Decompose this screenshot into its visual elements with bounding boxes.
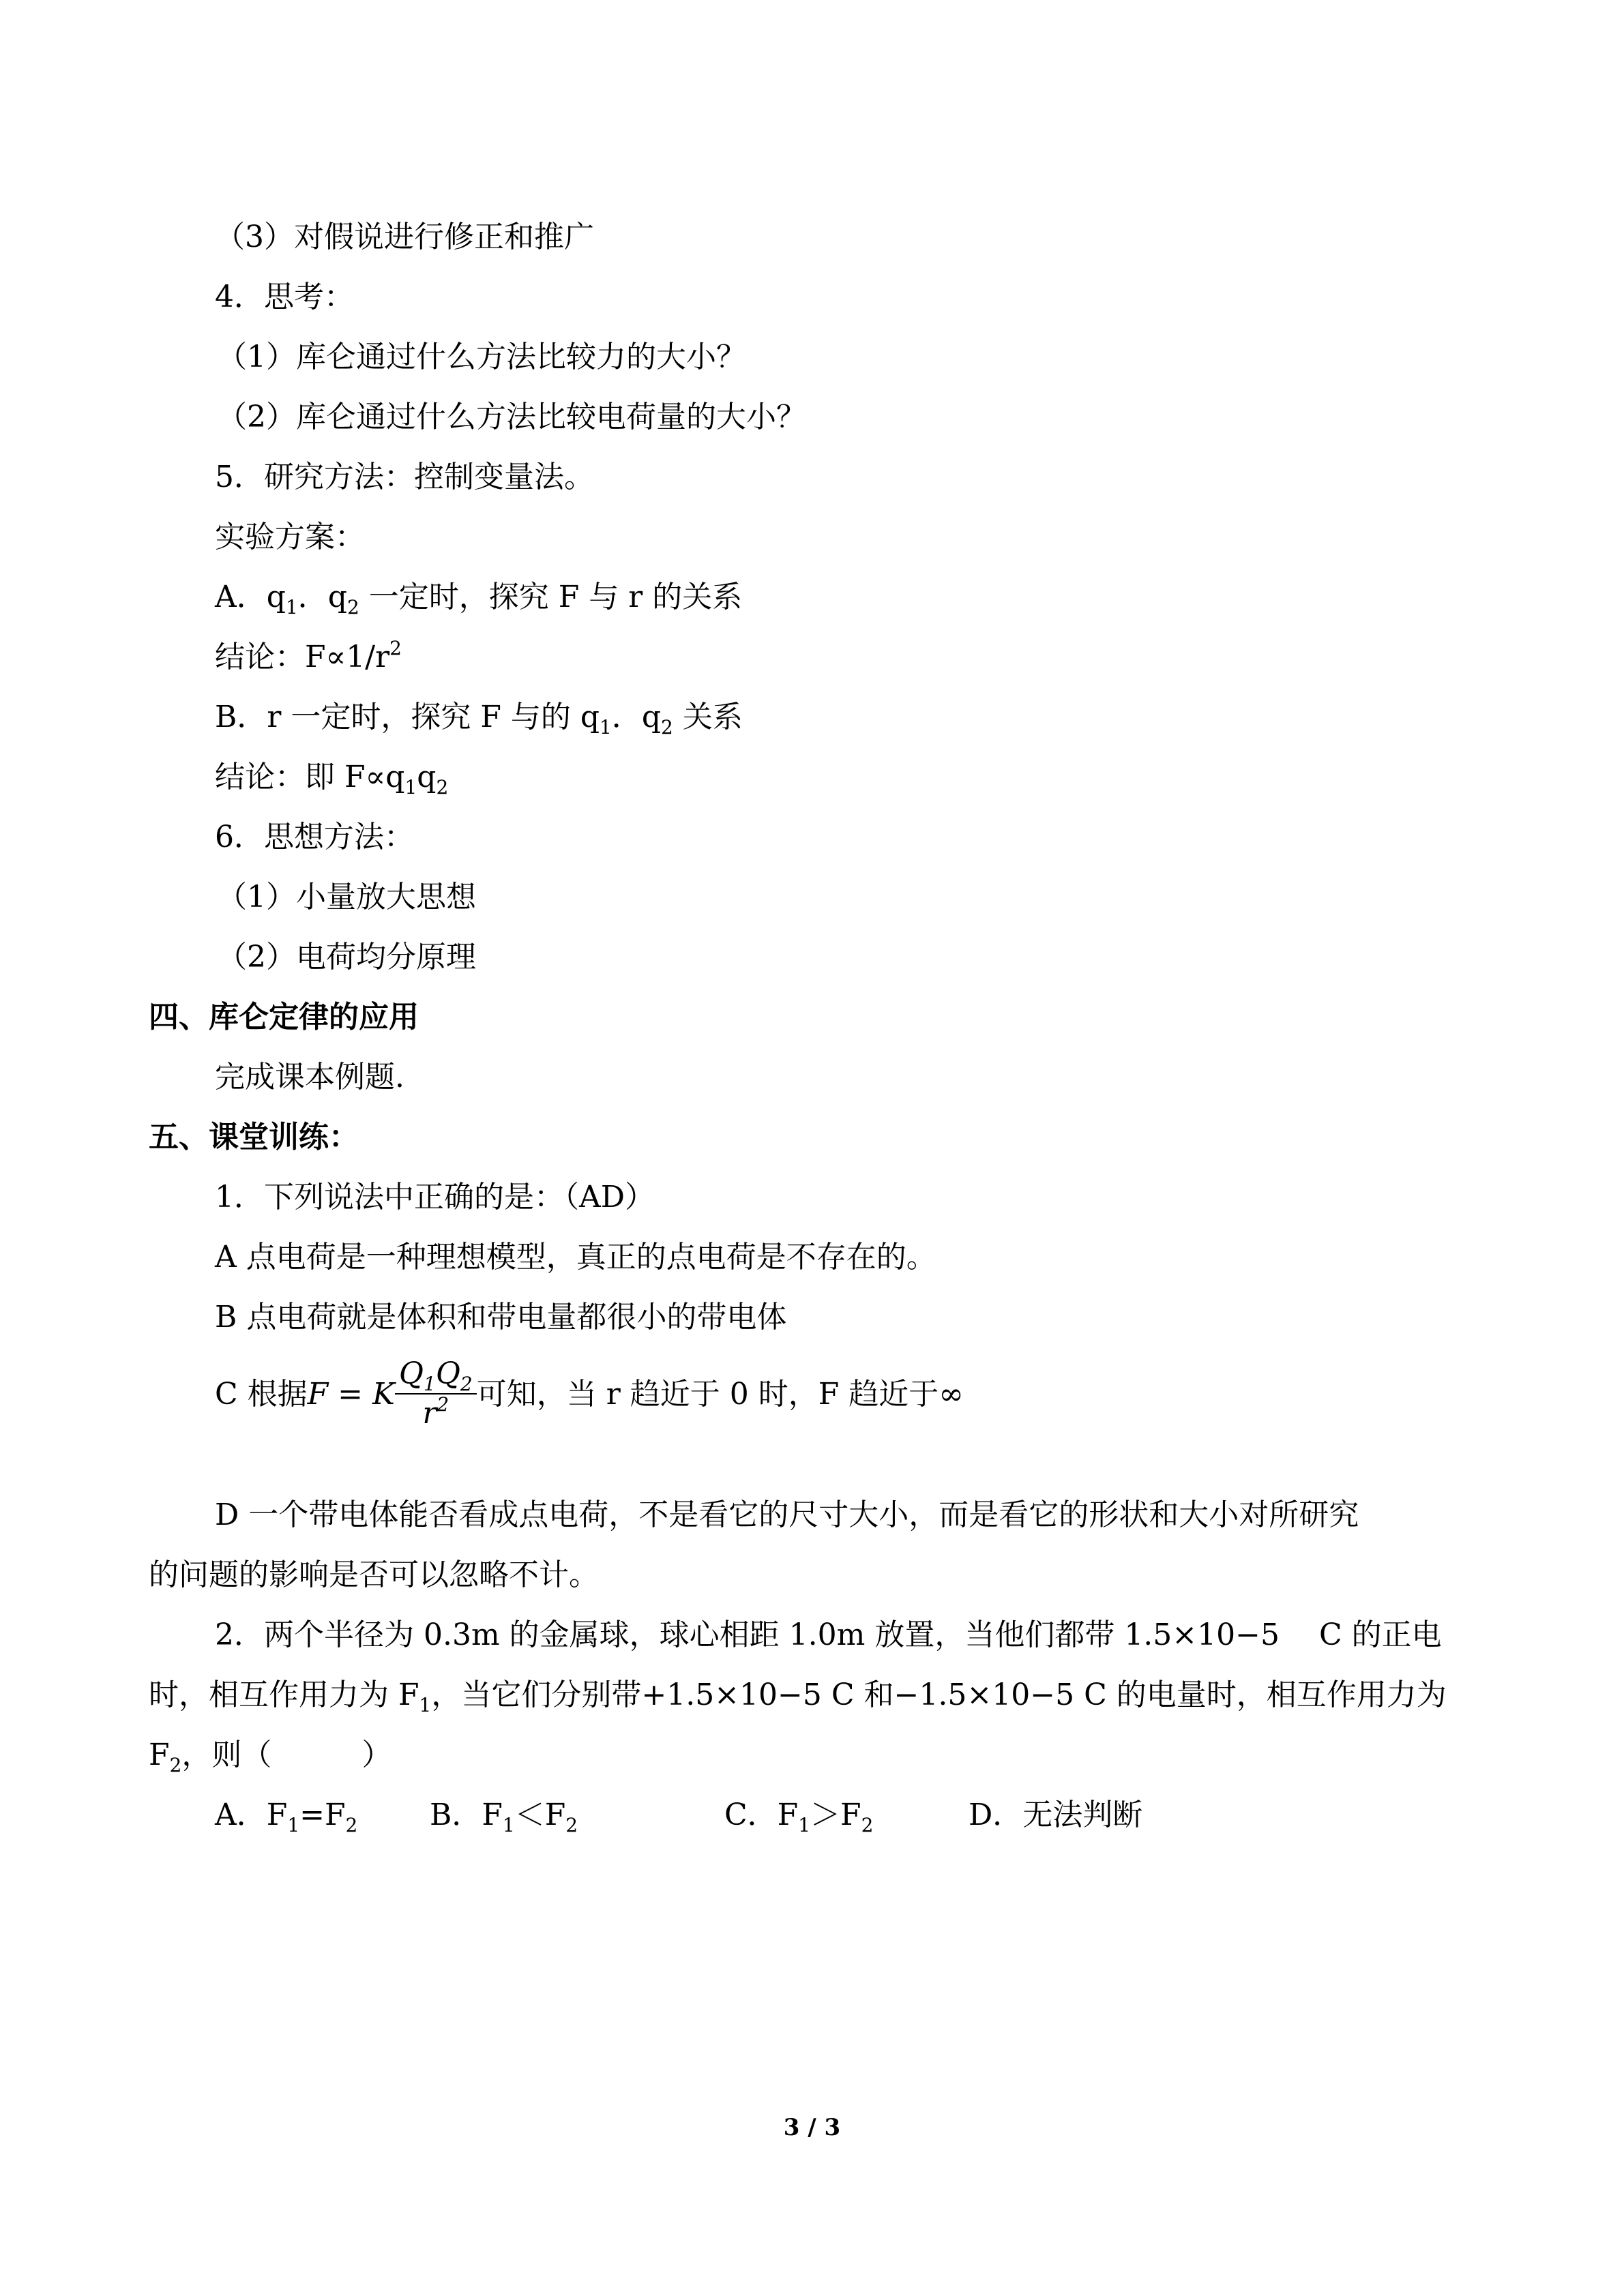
- text-line: 4．思考：: [215, 280, 354, 314]
- subscript: 2: [861, 1814, 874, 1836]
- question-2: 2．两个半径为 0.3m 的金属球，球心相距 1.0m 放置，当他们都带 1.5×10−5 C 的正电: [215, 1617, 1442, 1652]
- formula-symbol: K: [372, 1377, 395, 1412]
- text-line: 实验方案：: [215, 520, 365, 554]
- fraction-denominator: [395, 1392, 477, 1433]
- subscript: 1: [502, 1814, 515, 1836]
- text-line: [215, 637, 402, 678]
- text-span: ＞F: [810, 1798, 861, 1832]
- text-span: 关系: [673, 700, 743, 734]
- text-line: 6．思想方法：: [215, 820, 414, 854]
- text-line: （1）库仑通过什么方法比较力的大小？: [217, 340, 746, 374]
- subscript: 1: [423, 1372, 436, 1395]
- subscript: 2: [661, 716, 673, 739]
- subscript: 1: [285, 596, 298, 618]
- text-line: 5．研究方法：控制变量法。: [215, 460, 594, 494]
- subscript: 2: [460, 1372, 473, 1395]
- choice-c: [724, 1795, 873, 1836]
- choice-d: D．无法判断: [969, 1798, 1143, 1832]
- subscript: 1: [600, 716, 612, 739]
- subscript: 1: [287, 1814, 300, 1836]
- text-span: =F: [299, 1798, 346, 1832]
- text-span: ．q: [611, 700, 662, 734]
- option-text: B 点电荷就是体积和带电量都很小的带电体: [215, 1300, 787, 1335]
- text-span: q: [417, 760, 437, 794]
- text-span: 可知，当 r 趋近于 0 时，F 趋近于∞: [476, 1377, 964, 1412]
- subscript: 1: [404, 776, 417, 799]
- text-line: [149, 1675, 1447, 1716]
- subscript: 2: [169, 1754, 182, 1776]
- subscript: 2: [346, 596, 359, 618]
- subscript: 1: [798, 1814, 811, 1836]
- section-heading: 四、库仑定律的应用: [149, 1000, 419, 1034]
- subscript: 2: [565, 1814, 578, 1836]
- superscript: 2: [389, 637, 402, 659]
- text-span: B．F: [430, 1798, 503, 1832]
- text-span: ＜F: [514, 1798, 566, 1832]
- text-line: [215, 697, 743, 738]
- formula-symbol: Q: [435, 1356, 460, 1391]
- text-line: 的问题的影响是否可以忽略不计。: [149, 1557, 599, 1592]
- text-line: （3）对假说进行修正和推广: [215, 220, 594, 254]
- text-span: F: [149, 1738, 170, 1772]
- section-heading: 五、课堂训练：: [149, 1120, 359, 1154]
- text-span: B．r 一定时，探究 F 与的 q: [215, 700, 600, 734]
- question-1: 1．下列说法中正确的是：（AD）: [215, 1180, 655, 1214]
- text-line: [149, 1735, 392, 1776]
- text-span: ，当它们分别带+1.5×10−5 C 和−1.5×10−5 C 的电量时，相互作用力为: [431, 1678, 1447, 1712]
- page-number: 3 / 3: [783, 2114, 841, 2141]
- text-line: 完成课本例题.: [215, 1060, 404, 1094]
- text-span: C．F: [724, 1798, 799, 1832]
- text-line: （2）电荷均分原理: [217, 940, 476, 974]
- formula-symbol: Q: [398, 1356, 424, 1391]
- text-span: ．q: [297, 580, 347, 614]
- option-text-formula: [215, 1354, 964, 1435]
- formula-fraction: [395, 1355, 477, 1433]
- text-span: ，则（ ）: [181, 1738, 392, 1772]
- text-span: A．F: [215, 1798, 288, 1832]
- text-line: [215, 577, 742, 618]
- subscript: 1: [419, 1694, 432, 1716]
- text-span: 结论：即 F∝q: [215, 760, 405, 794]
- subscript: 2: [436, 776, 449, 799]
- text-span: A．q: [215, 580, 286, 614]
- fraction-numerator: [395, 1355, 477, 1395]
- text-line: （1）小量放大思想: [217, 880, 476, 914]
- option-text: D 一个带电体能否看成点电荷，不是看它的尺寸大小，而是看它的形状和大小对所研究: [215, 1497, 1359, 1532]
- choice-a: [215, 1795, 357, 1836]
- choice-b: [430, 1795, 578, 1836]
- formula-symbol: F: [307, 1377, 329, 1412]
- text-span: C 根据: [215, 1377, 308, 1412]
- text-span: 一定时，探究 F 与 r 的关系: [359, 580, 743, 614]
- option-text: A 点电荷是一种理想模型，真正的点电荷是不存在的。: [215, 1240, 936, 1274]
- text-line: （2）库仑通过什么方法比较电荷量的大小？: [217, 400, 806, 434]
- text-span: 时，相互作用力为 F: [149, 1678, 419, 1712]
- formula-symbol: =: [328, 1377, 373, 1412]
- text-line: [215, 757, 448, 798]
- subscript: 2: [345, 1814, 358, 1836]
- formula-symbol: r: [422, 1395, 437, 1431]
- text-span: 结论：F∝1/r: [215, 640, 390, 674]
- superscript: 2: [437, 1392, 449, 1416]
